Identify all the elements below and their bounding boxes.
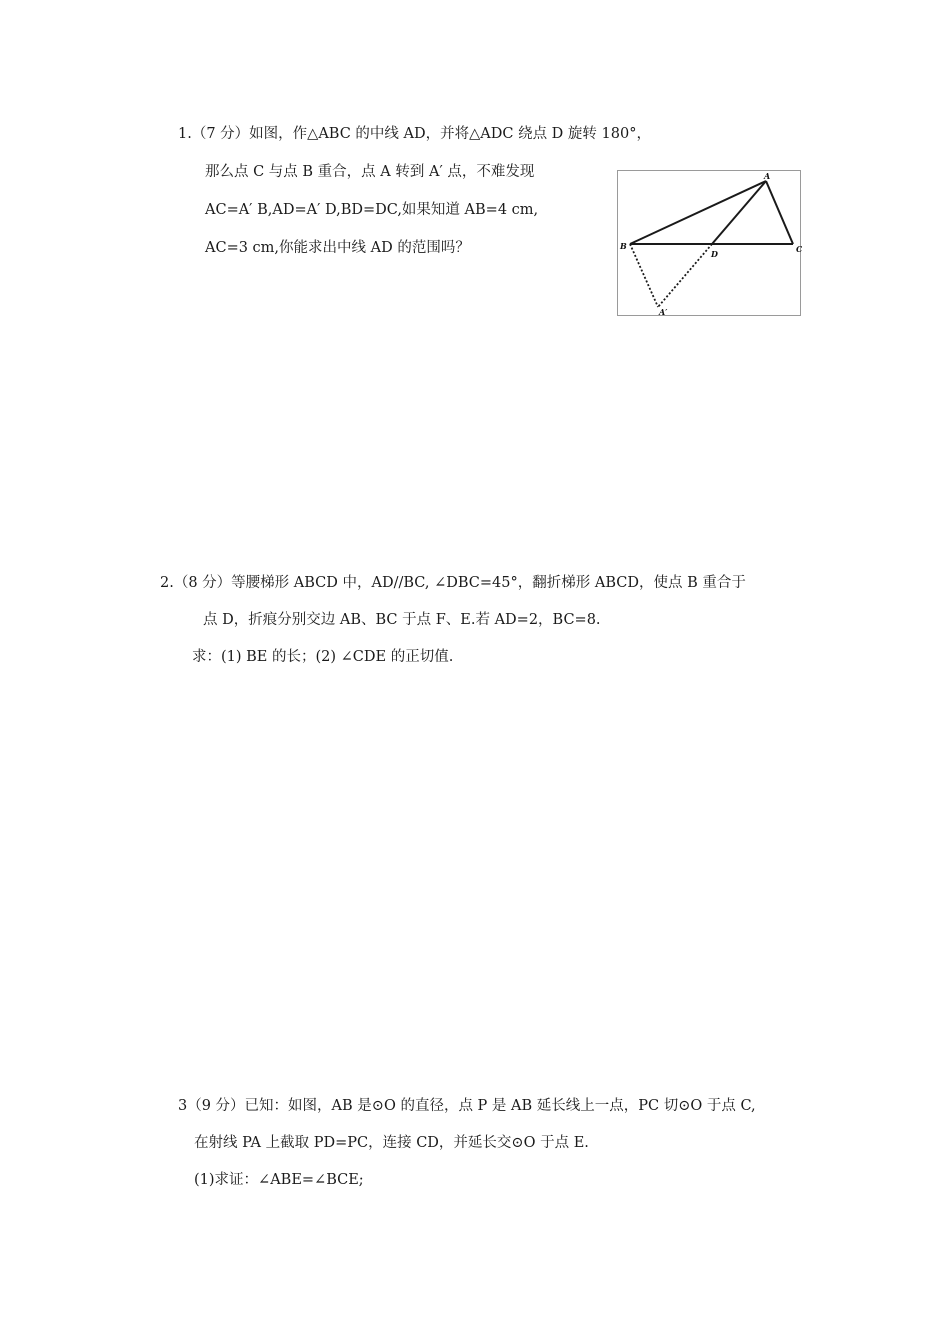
segment-ba-prime: [630, 244, 658, 307]
problem-3-line-1: 3（9 分）已知：如图，AB 是⊙O 的直径，点 P 是 AB 延长线上一点，PC 切⊙O 于点 C,: [178, 1098, 756, 1114]
label-a: A: [764, 171, 771, 181]
triangle-diagram: [618, 171, 802, 317]
segment-ab: [630, 181, 766, 244]
problem-2-line-3: 求：(1) BE 的长；(2) ∠CDE 的正切值.: [192, 649, 454, 665]
label-c: C: [796, 244, 802, 254]
triangle-figure: [617, 170, 801, 316]
problem-2-line-1: 2.（8 分）等腰梯形 ABCD 中，AD//BC, ∠DBC=45°，翻折梯形 ABCD，使点 B 重合于: [160, 575, 746, 591]
segment-ac: [766, 181, 793, 244]
problem-1-line-4: AC=3 cm,你能求出中线 AD 的范围吗？: [205, 240, 470, 256]
problem-1-line-3: AC=A′ B,AD=A′ D,BD=DC,如果知道 AB=4 cm,: [205, 202, 539, 218]
label-b: B: [620, 241, 627, 251]
problem-1-line-1: 1.（7 分）如图，作△ABC 的中线 AD，并将△ADC 绕点 D 旋转 180°，: [178, 126, 651, 142]
segment-da-prime: [658, 244, 712, 307]
label-d: D: [711, 249, 718, 259]
problem-3-line-2: 在射线 PA 上截取 PD=PC，连接 CD，并延长交⊙O 于点 E.: [194, 1135, 589, 1151]
problem-2-line-2: 点 D，折痕分别交边 AB、BC 于点 F、E.若 AD=2，BC=8.: [203, 612, 601, 628]
segment-ad: [712, 181, 766, 244]
label-a-prime: A′: [659, 307, 668, 317]
problem-1-line-2: 那么点 C 与点 B 重合，点 A 转到 A′ 点，不难发现: [205, 164, 535, 180]
problem-3-line-3: (1)求证：∠ABE=∠BCE;: [194, 1172, 364, 1188]
